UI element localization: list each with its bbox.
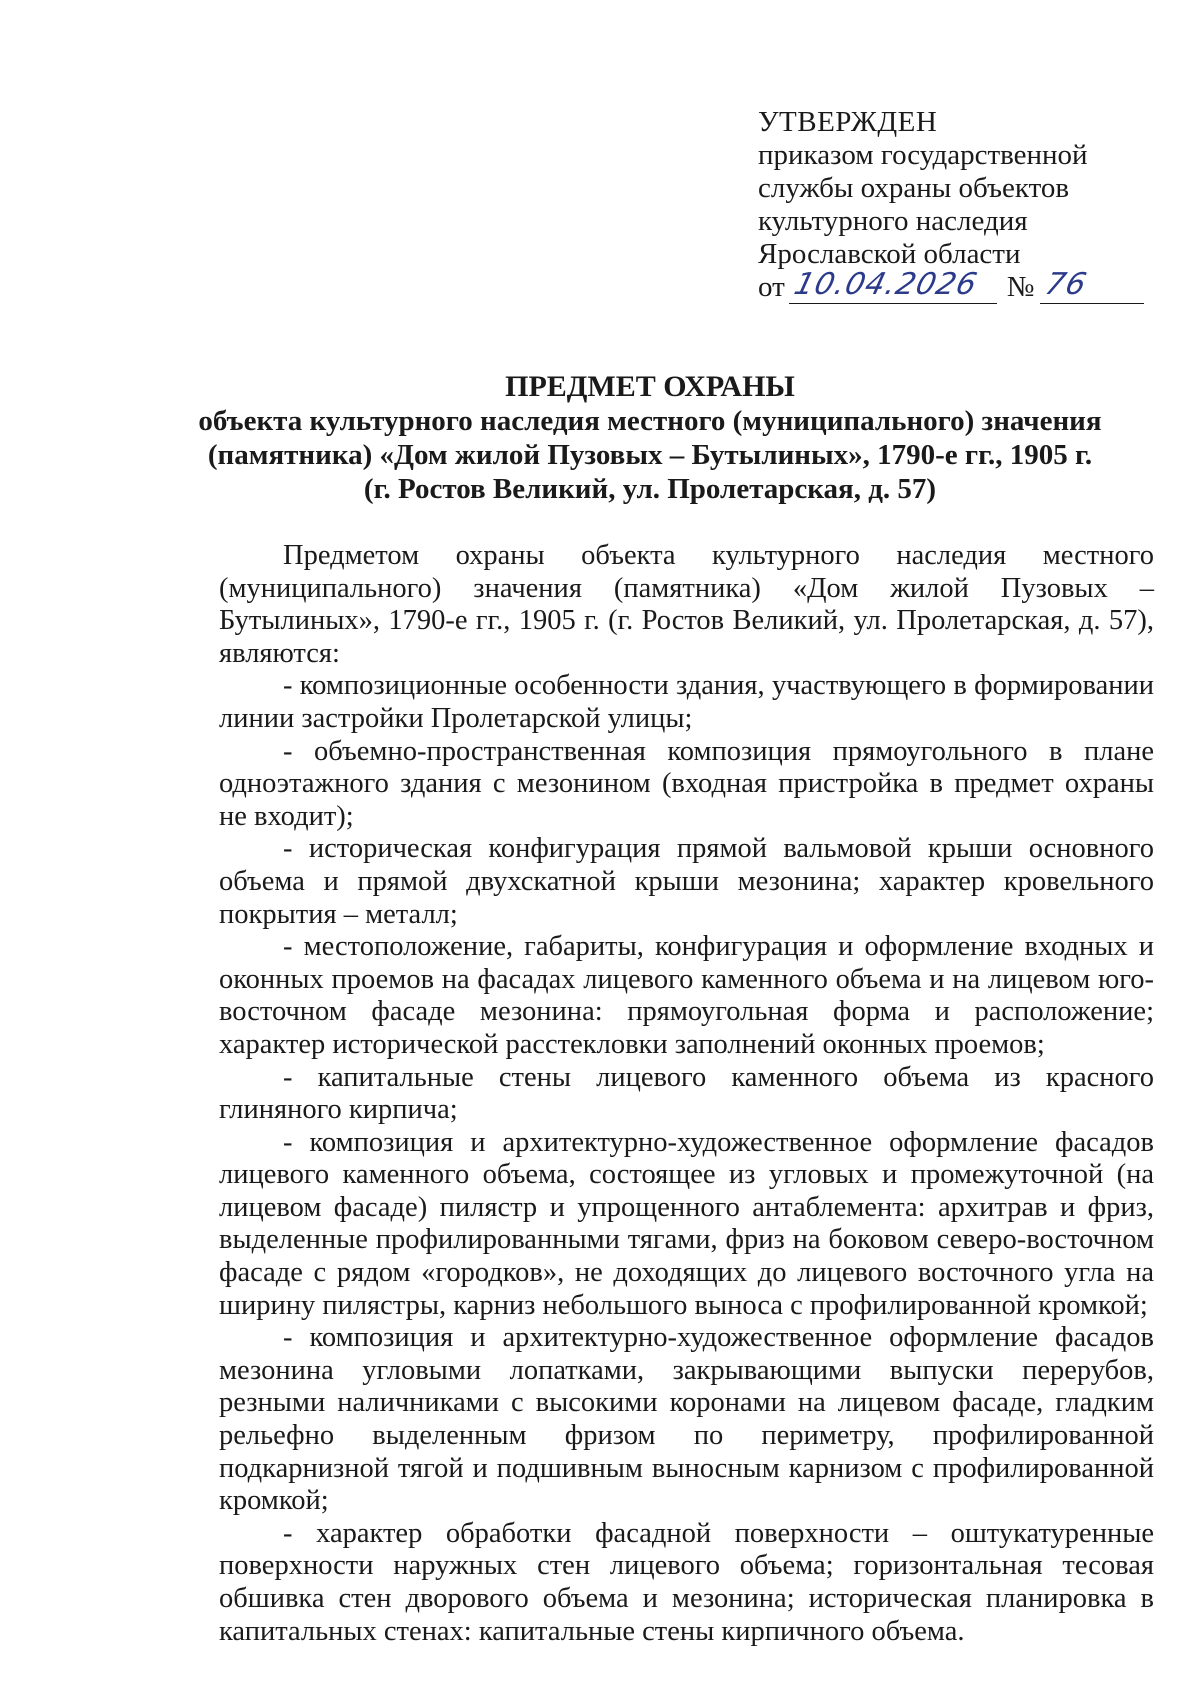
document-body (219, 540, 1154, 1648)
handwritten-number: 76 (1042, 267, 1092, 302)
list-item: - композиционные особенности здания, участвующего в формировании линии застройки Пролетарской улицы; (219, 670, 1154, 734)
approval-block (758, 106, 1158, 311)
list-item: - композиция и архитектурно-художественное оформление фасадов мезонина угловыми лопатками, закрывающими выпуски перерубов, резными наличниками с высокими коронами на лицевом фасаде, гладким рельефно выделенным фризом по периметру, профилированной подкарнизной тягой и подшивным выносным карнизом с профилированной кромкой; (219, 1322, 1154, 1517)
approval-line: приказом государственной (758, 139, 1088, 171)
handwritten-date: 10.04.2026 (790, 267, 981, 302)
list-item: - историческая конфигурация прямой вальмовой крыши основного объема и прямой двухскатной крыши мезонина; характер кровельного покрытия – металл; (219, 833, 1154, 930)
number-prefix: № (1006, 271, 1035, 303)
approval-line: службы охраны объектов (758, 172, 1070, 204)
approval-heading: УТВЕРЖДЕН (758, 106, 938, 138)
date-prefix: от (758, 271, 785, 303)
list-item: - объемно-пространственная композиция прямоугольного в плане одноэтажного здания с мезонином (входная пристройка в предмет охраны не входит); (219, 735, 1154, 832)
document-title (150, 370, 1150, 506)
list-item: - капитальные стены лицевого каменного объема из красного глиняного кирпича; (219, 1061, 1154, 1126)
title-line: (памятника) «Дом жилой Пузовых – Бутылиных», 1790-е гг., 1905 г. (207, 439, 1093, 471)
list-item: - композиция и архитектурно-художественное оформление фасадов лицевого каменного объема, состоящее из угловых и промежуточной (на лицевом фасаде) пилястр и упрощенного антаблемента: архитрав и фриз, выделенные профилированными тягами, фриз на боковом северо-восточном фасаде с рядом «городков», не доходящих до лицевого восточного угла на ширину пилястры, карниз небольшого выноса с профилированной кромкой; (219, 1126, 1154, 1321)
date-field (789, 267, 997, 304)
list-item: - характер обработки фасадной поверхности – оштукатуренные поверхности наружных стен лицевого объема; горизонтальная тесовая обшивка стен дворового объема и мезонина; историческая планировка в капитальных стенах: капитальные стены кирпичного объема. (219, 1517, 1154, 1647)
list-item: - местоположение, габариты, конфигурация и оформление входных и оконных проемов на фасадах лицевого каменного объема и на лицевом юго-восточном фасаде мезонина: прямоугольная форма и расположение; характер исторической расстекловки заполнений оконных проемов; (219, 931, 1154, 1060)
approval-line: культурного наследия (758, 205, 1028, 237)
intro-paragraph: Предметом охраны объекта культурного наследия местного (муниципального) значения (памятника) «Дом жилой Пузовых – Бутылиных», 1790-е гг., 1905 г. (г. Ростов Великий, ул. Пролетарская, д. 57), являются: (219, 540, 1154, 669)
title-line: ПРЕДМЕТ ОХРАНЫ (505, 370, 795, 403)
number-field (1040, 267, 1144, 304)
title-line: (г. Ростов Великий, ул. Пролетарская, д. 57) (363, 473, 937, 505)
title-line: объекта культурного наследия местного (муниципального) значения (198, 405, 1102, 437)
order-date-number-line (758, 267, 1158, 311)
approval-line: Ярославской области (758, 238, 1021, 270)
